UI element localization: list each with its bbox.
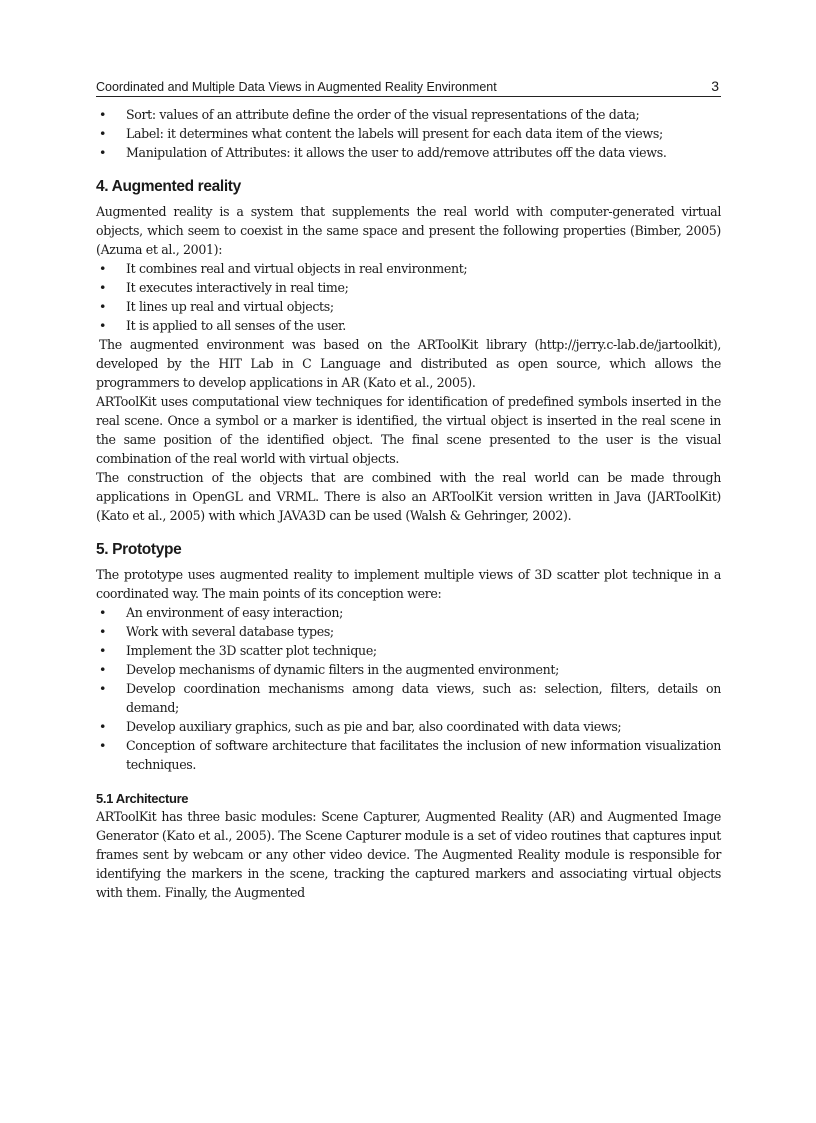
section-4-paragraph-4: The construction of the objects that are combined with the real world can be made through applications in OpenGL and VRML. There is also an ARToolKit version written in Java (JARToolKit) (Kato et al., 2005) with which JAVA3D can be used (Walsh & Gehringer, 2002). xyxy=(96,470,721,523)
section-5-1-heading: 5.1 Architecture xyxy=(96,791,189,806)
page xyxy=(96,78,721,902)
list-item: • Implement the 3D scatter plot technique; xyxy=(96,641,721,660)
list-item: • Develop auxiliary graphics, such as pie and bar, also coordinated with data views; xyxy=(96,717,721,736)
section-5-bullet-list xyxy=(96,603,721,774)
list-item: • It is applied to all senses of the user. xyxy=(96,316,721,335)
list-item: • Conception of software architecture that facilitates the inclusion of new information visualization techniques. xyxy=(96,736,721,774)
list-item: • Label: it determines what content the labels will present for each data item of the views; xyxy=(96,124,721,143)
intro-bullet-list xyxy=(96,105,721,162)
section-4-paragraph-1: Augmented reality is a system that supplements the real world with computer-generated virtual objects, which seem to coexist in the same space and present the following properties (Bimber, 2005)(Azuma et al., 2001): xyxy=(96,204,721,257)
section-4-heading: 4. Augmented reality xyxy=(96,178,241,195)
body-text xyxy=(96,105,721,902)
list-item: • An environment of easy interaction; xyxy=(96,603,721,622)
list-item: • It lines up real and virtual objects; xyxy=(96,297,721,316)
list-item: • Develop coordination mechanisms among data views, such as: selection, filters, details on demand; xyxy=(96,679,721,717)
section-4-paragraph-3: ARToolKit uses computational view techniques for identification of predefined symbols inserted in the real scene. Once a symbol or a marker is identified, the virtual object is inserted in the real scene in the same position of the identified object. The final scene presented to the user is the visual combination of the real world with virtual objects. xyxy=(96,394,721,466)
section-4-bullet-list xyxy=(96,259,721,335)
list-item: • It executes interactively in real time; xyxy=(96,278,721,297)
running-header xyxy=(96,78,721,97)
list-item: • Work with several database types; xyxy=(96,622,721,641)
section-5-1-paragraph-1: ARToolKit has three basic modules: Scene Capturer, Augmented Reality (AR) and Augmented Image Generator (Kato et al., 2005). The Scene Capturer module is a set of video routines that captures input frames sent by webcam or any other video device. The Augmented Reality module is responsible for identifying the markers in the scene, tracking the captured markers and associating virtual objects with them. Finally, the Augmented xyxy=(96,809,721,900)
section-5-paragraph-1: The prototype uses augmented reality to implement multiple views of 3D scatter plot technique in a coordinated way. The main points of its conception were: xyxy=(96,567,721,601)
section-5-heading: 5. Prototype xyxy=(96,541,182,558)
section-4-paragraph-2: The augmented environment was based on the ARToolKit library (http://jerry.c-lab.de/jartoolkit), developed by the HIT Lab in C Language and distributed as open source, which allows the programmers to develop applications in AR (Kato et al., 2005). xyxy=(96,337,721,390)
running-title: Coordinated and Multiple Data Views in Augmented Reality Environment xyxy=(96,80,497,94)
list-item: • Develop mechanisms of dynamic filters in the augmented environment; xyxy=(96,660,721,679)
list-item: • Sort: values of an attribute define the order of the visual representations of the data; xyxy=(96,105,721,124)
list-item: • It combines real and virtual objects in real environment; xyxy=(96,259,721,278)
list-item: • Manipulation of Attributes: it allows the user to add/remove attributes off the data views. xyxy=(96,143,721,162)
page-number: 3 xyxy=(711,78,719,94)
